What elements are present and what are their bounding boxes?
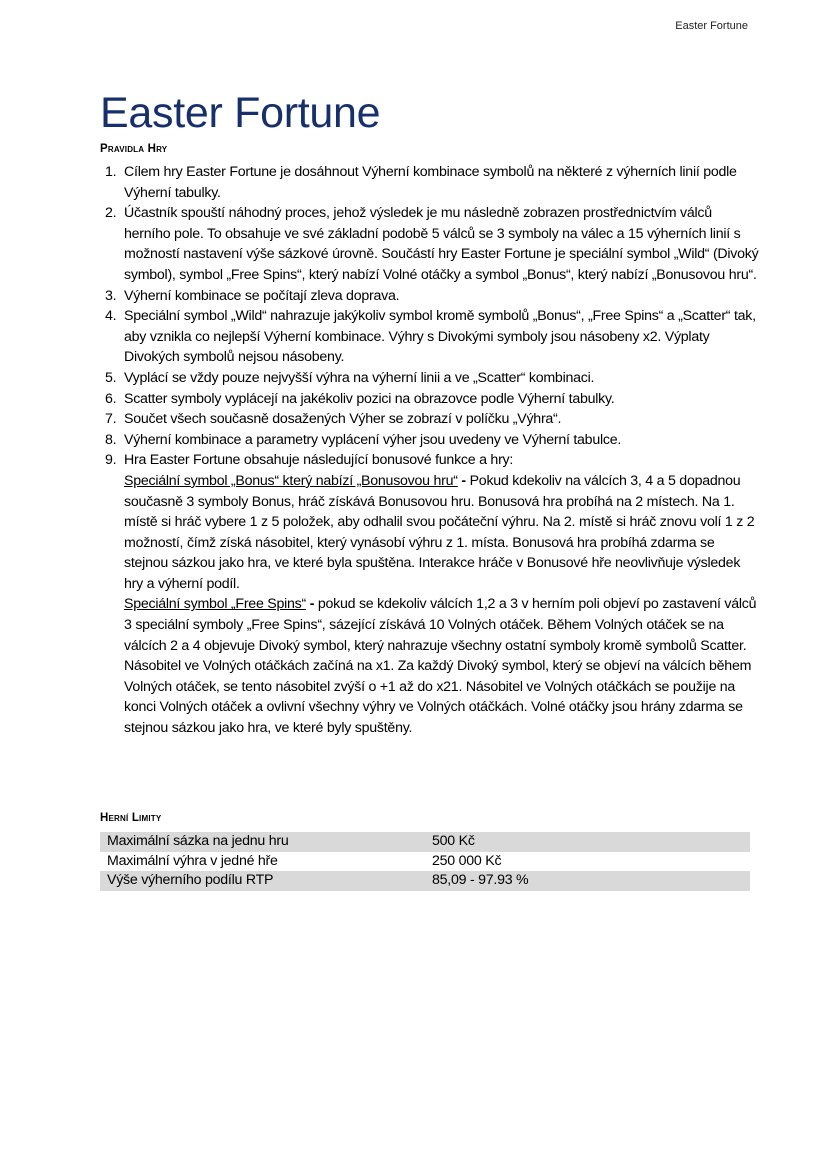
running-header: Easter Fortune bbox=[675, 20, 748, 32]
rule-number: 8. bbox=[105, 431, 117, 448]
rule-item bbox=[100, 450, 760, 738]
rule-text: Hra Easter Fortune obsahuje následující bonusové funkce a hry: bbox=[124, 452, 514, 469]
page-title: Easter Fortune bbox=[100, 89, 381, 137]
rule-text: Účastník spouští náhodný proces, jehož výsledek je mu následně zobrazen prostřednictvím válců herního pole. To obsahuje ve své základní podobě 5 válců se 3 symboly na válec a 15 výherních linií s možností nastavení výše sázkové úrovně. Součástí hry Easter Fortune je speciální symbol „Wild“ (Divoký symbol), symbol „Free Spins“, který nabízí Volné otáčky a symbol „Bonus“, který nabízí „Bonusovou hru“. bbox=[124, 205, 759, 283]
table-row bbox=[100, 871, 750, 891]
rule-text: Vyplácí se vždy pouze nejvyšší výhra na výherní linii a ve „Scatter“ kombinaci. bbox=[124, 369, 595, 386]
bonus-feature-title: Speciální symbol „Bonus“ který nabízí „Bonusovou hru“ bbox=[124, 472, 458, 489]
rule-item bbox=[100, 162, 760, 203]
rule-item bbox=[100, 203, 760, 285]
rule-item bbox=[100, 306, 760, 368]
free-spins-feature bbox=[124, 594, 760, 738]
rules-list bbox=[100, 162, 760, 739]
rule-text: Výherní kombinace a parametry vyplácení výher jsou uvedeny ve Výherní tabulce. bbox=[124, 431, 622, 448]
rule-number: 2. bbox=[105, 205, 117, 222]
rule-number: 9. bbox=[105, 452, 117, 469]
limit-value: 85,09 - 97.93 % bbox=[425, 871, 750, 891]
separator: - bbox=[457, 472, 470, 489]
rule-text: Scatter symboly vyplácejí na jakékoliv pozici na obrazovce podle Výherní tabulky. bbox=[124, 390, 615, 407]
table-row bbox=[100, 832, 750, 852]
rule-number: 6. bbox=[105, 390, 117, 407]
rule-number: 3. bbox=[105, 287, 117, 304]
limit-label: Maximální výhra v jedné hře bbox=[107, 852, 278, 869]
rule-item bbox=[100, 389, 760, 410]
free-spins-feature-text: pokud se kdekoliv válcích 1,2 a 3 v herním poli objeví po zastavení válců 3 speciální symboly „Free Spins“, sázející získává 10 Volných otáček. Během Volných otáček se na válcích 2 a 4 objevuje Divoký symbol, který nahrazuje všechny ostatní symboly kromě symbolů Scatter. Násobitel ve Volných otáčkách začíná na x1. Za každý Divoký symbol, který se objeví na válcích během Volných otáček, se tento násobitel zvýší o +1 až do x21. Násobitel ve Volných otáčkách se použije na konci Volných otáček a ovlivní všechny výhry ve Volných otáčkách. Volné otáčky jsou hrány zdarma se stejnou sázkou jako hra, ve které byly spuštěny. bbox=[124, 596, 757, 737]
table-row bbox=[100, 852, 750, 872]
free-spins-feature-title: Speciální symbol „Free Spins“ bbox=[124, 596, 306, 613]
rule-text: Speciální symbol „Wild“ nahrazuje jakýkoliv symbol kromě symbolů „Bonus“, „Free Spins“ a „Scatter“ tak, aby vznikla co nejlepší Výherní kombinace. Výhry s Divokými symboly jsou násobeny x2. Výplaty Divokých symbolů nejsou násobeny. bbox=[124, 308, 756, 366]
rule-number: 5. bbox=[105, 369, 117, 386]
separator: - bbox=[306, 596, 318, 613]
rule-item bbox=[100, 368, 760, 389]
limits-heading: Herní Limity bbox=[100, 812, 162, 824]
bonus-feature-text: Pokud kdekoliv na válcích 3, 4 a 5 dopadnou současně 3 symboly Bonus, hráč získává Bonusovou hru. Bonusová hra probíhá na 2 místech. Na 1. místě si hráč vybere 1 z 5 položek, aby odhalil svou počáteční výhru. Na 2. místě si hráč znovu volí 1 z 2 možností, čímž získá násobitel, který vynásobí výhru z 1. místa. Bonusová hra probíhá zdarma se stejnou sázkou jako hra, ve které byla spuštěna. Interakce hráče v Bonusové hře neovlivňuje výsledek hry a výherní podíl. bbox=[124, 472, 755, 592]
rule-item bbox=[100, 286, 760, 307]
limit-value: 500 Kč bbox=[425, 832, 750, 852]
rules-heading: Pravidla Hry bbox=[100, 143, 168, 155]
rule-item bbox=[100, 409, 760, 430]
rule-text: Cílem hry Easter Fortune je dosáhnout Výherní kombinace symbolů na některé z výherních linií podle Výherní tabulky. bbox=[124, 164, 737, 201]
rule-number: 1. bbox=[105, 164, 117, 180]
limit-value: 250 000 Kč bbox=[432, 852, 502, 869]
limit-label: Výše výherního podílu RTP bbox=[100, 871, 425, 891]
limits-table bbox=[100, 832, 750, 891]
bonus-feature bbox=[124, 471, 760, 595]
rule-text: Součet všech současně dosažených Výher se zobrazí v políčku „Výhra“. bbox=[124, 411, 562, 428]
rule-number: 4. bbox=[105, 308, 117, 325]
rule-item bbox=[100, 430, 760, 451]
rule-text: Výherní kombinace se počítají zleva doprava. bbox=[124, 287, 400, 304]
limit-label: Maximální sázka na jednu hru bbox=[100, 832, 425, 852]
rule-number: 7. bbox=[105, 411, 117, 428]
